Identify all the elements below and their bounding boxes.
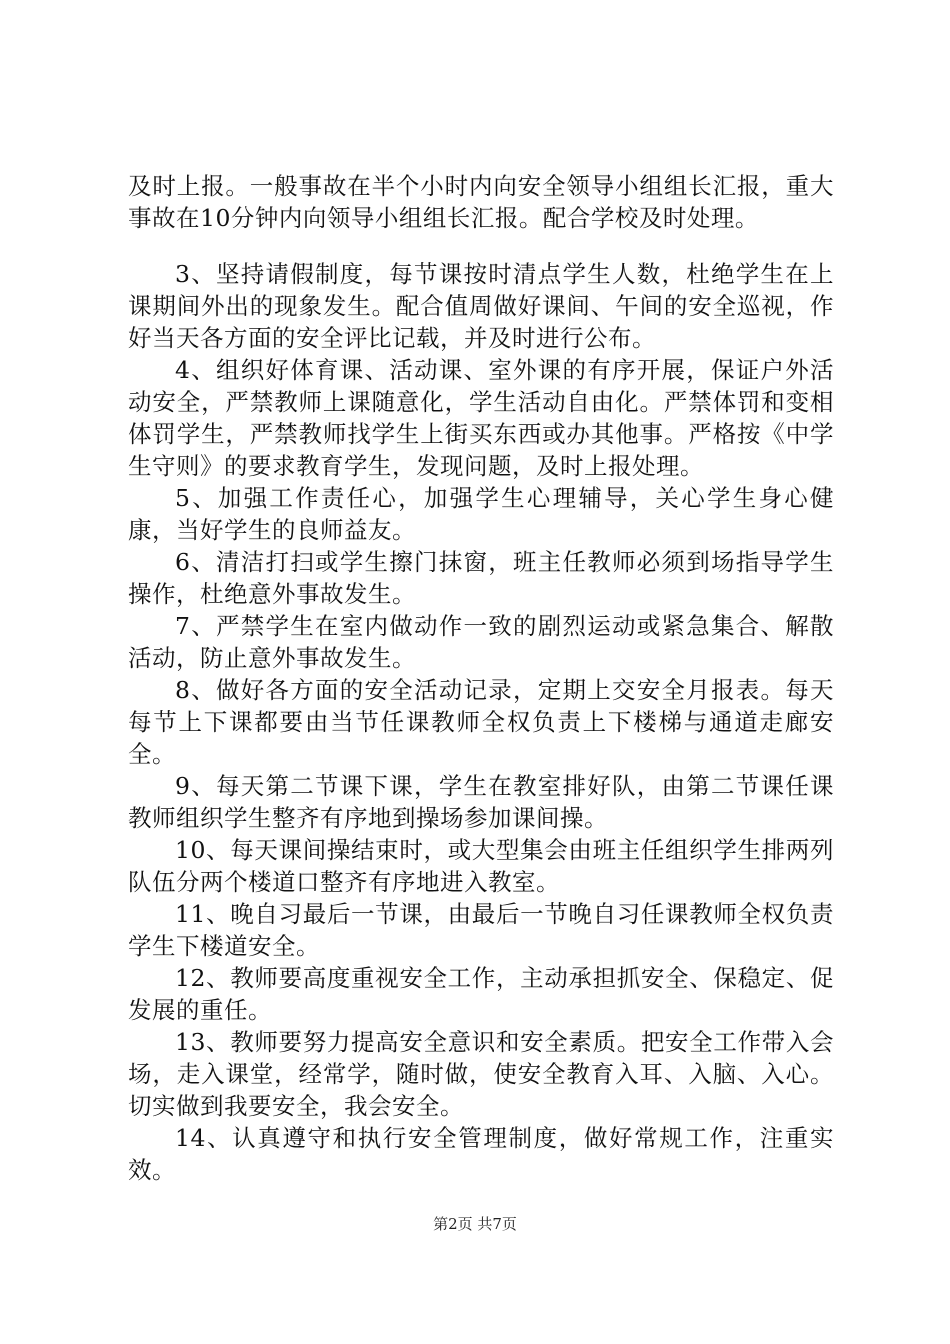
paragraph-item-9: 9、每天第二节课下课，学生在教室排好队，由第二节课任课教师组织学生整齐有序地到操场参加课间操。 xyxy=(128,772,834,832)
paragraph-item-13: 13、教师要努力提高安全意识和安全素质。把安全工作带入会场，走入课堂，经常学，随时做，使安全教育入耳、入脑、入心。切实做到我要安全，我会安全。 xyxy=(128,1028,834,1120)
paragraph-item-7: 7、严禁学生在室内做动作一致的剧烈运动或紧急集合、解散活动，防止意外事故发生。 xyxy=(128,612,834,672)
paragraph-item-12: 12、教师要高度重视安全工作，主动承担抓安全、保稳定、促发展的重任。 xyxy=(128,964,834,1024)
paragraph-item-6: 6、清洁打扫或学生擦门抹窗，班主任教师必须到场指导学生操作，杜绝意外事故发生。 xyxy=(128,548,834,608)
page-number-label: 第2页 共7页 xyxy=(433,1215,517,1233)
page-footer xyxy=(0,1214,950,1234)
paragraph-item-3: 3、坚持请假制度，每节课按时清点学生人数，杜绝学生在上课期间外出的现象发生。配合值周做好课间、午间的安全巡视，作好当天各方面的安全评比记载，并及时进行公布。 xyxy=(128,260,834,352)
paragraph-item-8: 8、做好各方面的安全活动记录，定期上交安全月报表。每天每节上下课都要由当节任课教师全权负责上下楼梯与通道走廊安全。 xyxy=(128,676,834,768)
paragraph-item-14: 14、认真遵守和执行安全管理制度，做好常规工作，注重实效。 xyxy=(128,1124,834,1184)
paragraph-item-4: 4、组织好体育课、活动课、室外课的有序开展，保证户外活动安全，严禁教师上课随意化，学生活动自由化。严禁体罚和变相体罚学生，严禁教师找学生上街买东西或办其他事。严格按《中学生守则》的要求教育学生，发现问题，及时上报处理。 xyxy=(128,356,834,480)
paragraph-item-11: 11、晚自习最后一节课，由最后一节晚自习任课教师全权负责学生下楼道安全。 xyxy=(128,900,834,960)
paragraph-item-5: 5、加强工作责任心，加强学生心理辅导，关心学生身心健康，当好学生的良师益友。 xyxy=(128,484,834,544)
document-body xyxy=(128,170,834,1186)
paragraph-continuation: 及时上报。一般事故在半个小时内向安全领导小组组长汇报，重大事故在10分钟内向领导小组组长汇报。配合学校及时处理。 xyxy=(128,172,834,232)
paragraph-item-10: 10、每天课间操结束时，或大型集会由班主任组织学生排两列队伍分两个楼道口整齐有序地进入教室。 xyxy=(128,836,834,896)
